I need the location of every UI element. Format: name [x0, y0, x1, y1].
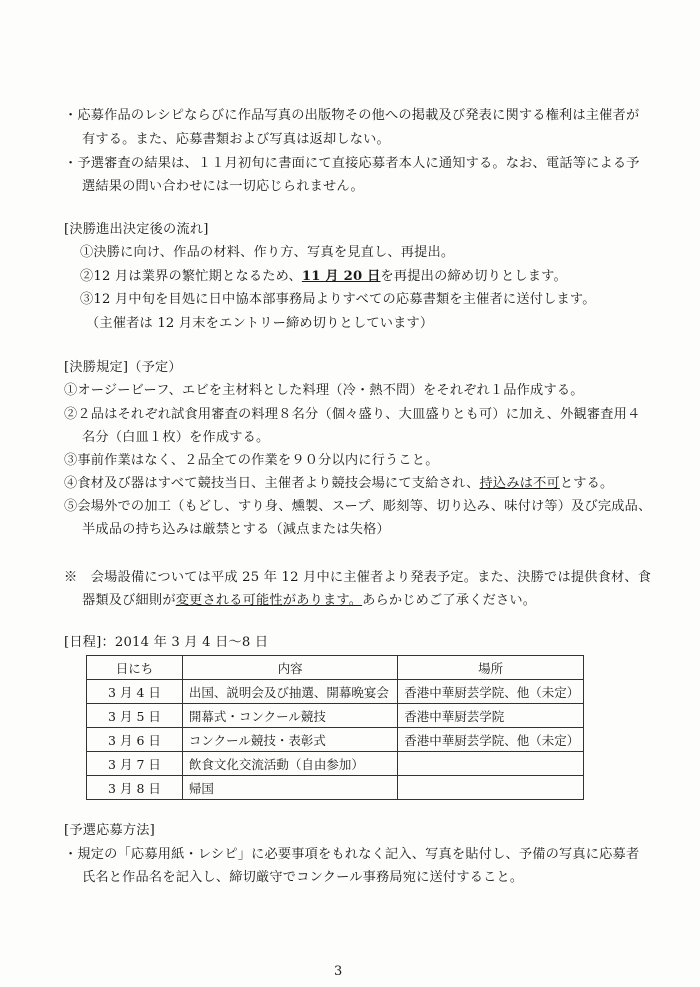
flow-item-1: ①決勝に向け、作品の材料、作り方、写真を見直し、再提出。 [80, 245, 455, 260]
bullet-rights-line1: ・応募作品のレシピならびに作品写真の出版物その他への掲載及び発表に関する権利は主催者が [64, 108, 640, 123]
flow-note: （主催者は 12 月末をエントリー締め切りとしています） [86, 316, 434, 331]
notice-line2: 器類及び細則が変更される可能性があります。あらかじめご了承ください。 [82, 593, 537, 608]
cell-date: 3 月 5 日 [87, 704, 183, 728]
cell-content: 飲食文化交流活動（自由参加） [182, 752, 397, 776]
rules-heading: [決勝規定]（予定） [64, 360, 182, 375]
schedule-table [86, 655, 584, 800]
method-line1: ・規定の「応募用紙・レシピ」に必要事項をもれなく記入、写真を貼付し、予備の写真に応募者 [64, 847, 640, 862]
method-heading: [予選応募方法] [64, 823, 156, 838]
table-row [87, 728, 584, 752]
cell-place: 香港中華厨芸学院、他（未定） [398, 680, 584, 704]
rule-3: ③事前作業はなく、２品全ての作業を９０分以内に行うこと。 [64, 453, 439, 468]
bullet-results-line2: 選結果の問い合わせには一切応じられません。 [82, 179, 364, 194]
bullet-results-line1: ・予選審査の結果は、１１月初旬に書面にて直接応募者本人に通知する。なお、電話等による予 [64, 156, 640, 171]
cell-date: 3 月 7 日 [87, 752, 183, 776]
table-row [87, 776, 584, 800]
table-row [87, 752, 584, 776]
column-header-date: 日にち [87, 656, 183, 680]
rule-2-line2: 名分（白皿１枚）を作成する。 [82, 430, 270, 445]
cell-content: コンクール競技・表彰式 [182, 728, 397, 752]
notice-line1: ※ 会場設備については平成 25 年 12 月中に主催者より発表予定。また、決勝では提供食材、食 [64, 570, 652, 585]
deadline-date: 11 月 20 日 [301, 269, 381, 284]
table-row [87, 680, 584, 704]
column-header-content: 内容 [182, 656, 397, 680]
cell-content: 開幕式・コンクール競技 [182, 704, 397, 728]
rule-1: ①オージービーフ、エビを主材料とした料理（冷・熱不問）をそれぞれ１品作成する。 [64, 383, 584, 398]
column-header-place: 場所 [398, 656, 584, 680]
flow-item-2: ②12 月は業界の繁忙期となるため、11 月 20 日を再提出の締め切りとします。 [80, 269, 567, 284]
rule-5-line2: 半成品の持ち込みは厳禁とする（減点または失格） [82, 522, 390, 537]
cell-place [398, 752, 584, 776]
cell-place: 香港中華厨芸学院 [398, 704, 584, 728]
schedule-heading: [日程]：2014 年 3 月 4 日～8 日 [64, 635, 269, 650]
flow-item-3: ③12 月中旬を目処に日中協本部事務局よりすべての応募書類を主催者に送付します。 [80, 292, 596, 307]
rule-4: ④食材及び器はすべて競技当日、主催者より競技会場にて支給され、持込みは不可とする。 [64, 476, 614, 491]
cell-date: 3 月 4 日 [87, 680, 183, 704]
may-change: 変更される可能性があります。 [175, 593, 363, 608]
method-line2: 氏名と作品名を記入し、締切厳守でコンクール事務局宛に送付すること。 [82, 870, 524, 885]
cell-content: 帰国 [182, 776, 397, 800]
cell-place [398, 776, 584, 800]
flow-heading: [決勝進出決定後の流れ] [64, 222, 209, 237]
rule-2-line1: ②２品はそれぞれ試食用審査の料理８名分（個々盛り、大皿盛りとも可）に加え、外観審査用４ [64, 407, 641, 422]
page-number: 3 [334, 964, 343, 979]
table-header-row [87, 656, 584, 680]
table-row [87, 704, 584, 728]
cell-date: 3 月 6 日 [87, 728, 183, 752]
cell-date: 3 月 8 日 [87, 776, 183, 800]
bullet-rights-line2: 有する。また、応募書類および写真は返却しない。 [82, 132, 390, 147]
rule-5-line1: ⑤会場外での加工（もどし、すり身、燻製、スープ、彫刻等、切り込み、味付け等）及び完成品、 [64, 499, 652, 514]
no-bring-in: 持込みは不可 [479, 476, 560, 491]
cell-place: 香港中華厨芸学院、他（未定） [398, 728, 584, 752]
cell-content: 出国、説明会及び抽選、開幕晩宴会 [182, 680, 397, 704]
